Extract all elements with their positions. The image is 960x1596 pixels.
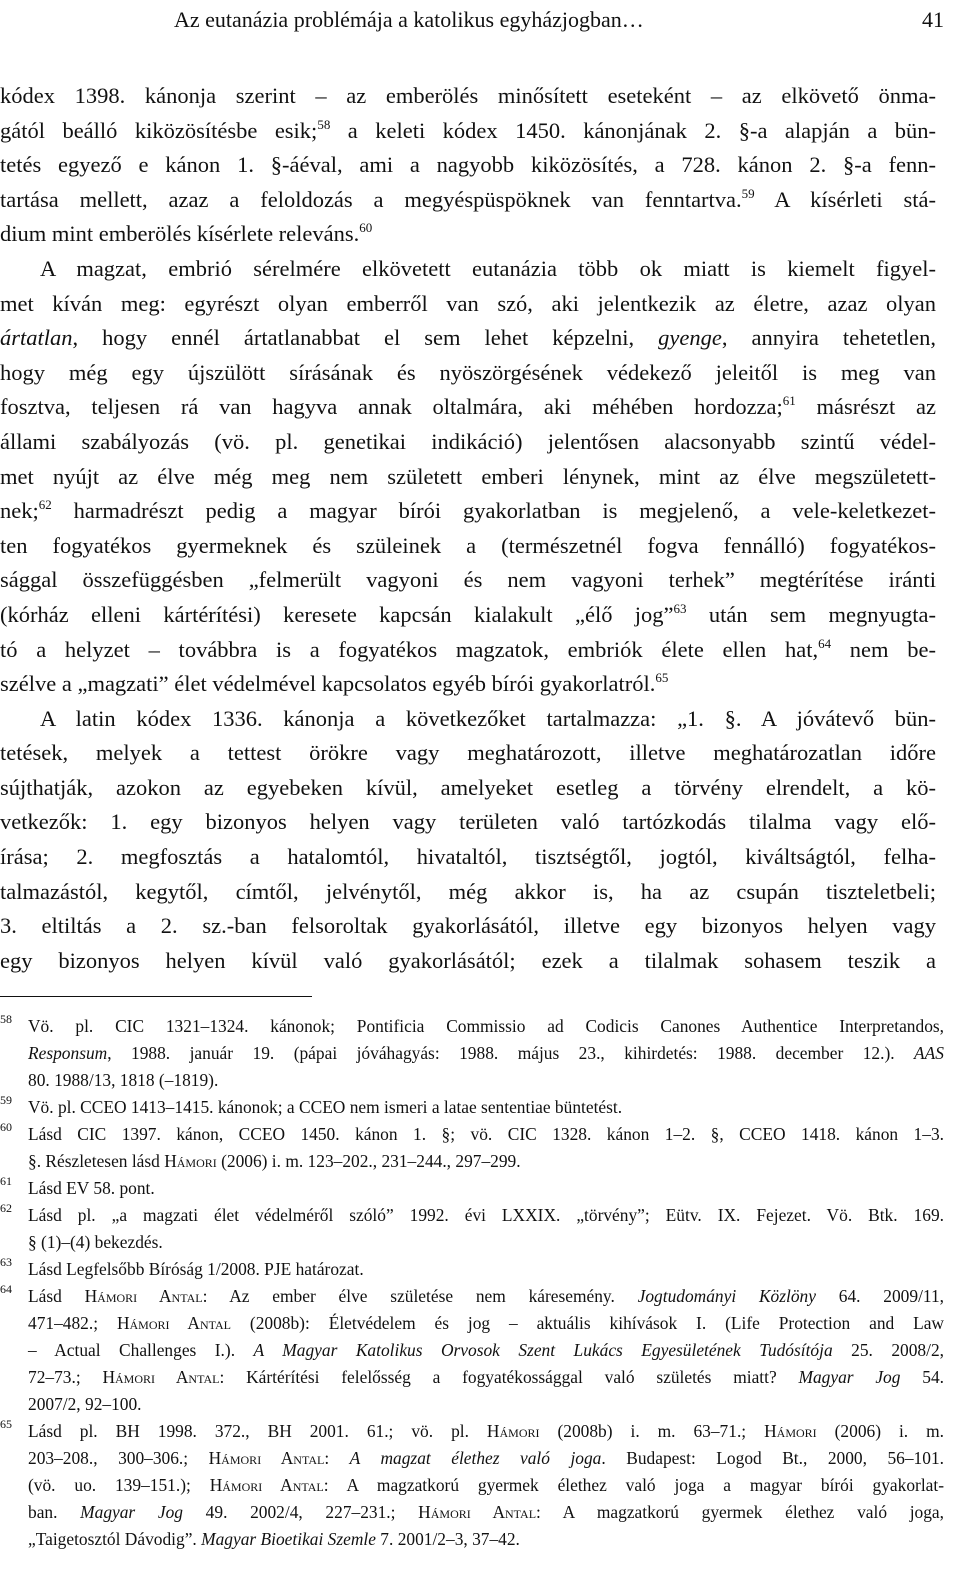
footnote-line xyxy=(28,1283,944,1310)
text-run: a keleti kódex 1450. kánonjának 2. §-a alapján a bün- xyxy=(330,117,937,143)
text-run: : A magzatkorú gyermek élethez való joga, xyxy=(536,1502,944,1522)
text-run: gától beálló kiközösítésbe esik; xyxy=(0,117,318,143)
text-run: után sem megnyugta- xyxy=(686,601,936,627)
text-line xyxy=(0,563,936,598)
text-run: másrészt az xyxy=(795,394,936,420)
text-run: . Budapest: Logod Bt., 2000, 56–101. xyxy=(601,1448,944,1468)
text-line xyxy=(0,633,936,668)
text-run: met nyújt az élve még meg nem született emberi lénynek, mint az élve megszületett- xyxy=(0,463,936,489)
footnote-ref[interactable]: 61 xyxy=(782,393,796,409)
text-line xyxy=(0,667,936,702)
text-run: (vö. uo. 139–151.); xyxy=(28,1475,210,1495)
footnote-line xyxy=(28,1094,944,1121)
text-run: állami szabályozás (vö. pl. genetikai indikáció) jelentősen alacsonyabb szintű védel- xyxy=(0,428,936,454)
footnote-ref[interactable]: 62 xyxy=(38,497,52,513)
author-name: Hámori Antal xyxy=(209,1475,324,1495)
text-line xyxy=(0,183,936,218)
running-head xyxy=(0,4,944,36)
text-run: Lásd pl. „a magzati élet védelméről szóló” 1992. évi LXXIX. „törvény”; Eütv. IX. Fejezet. Vö. Btk. 169. xyxy=(28,1205,944,1225)
author-name: Hámori Antal xyxy=(418,1502,537,1522)
text-line xyxy=(0,460,936,495)
footnote-line xyxy=(28,1148,944,1175)
text-run: dium mint emberölés kísérlete releváns. xyxy=(0,221,360,247)
text-run: 3. eltiltás a 2. sz.-ban felsoroltak gyakorlásától, illetve egy bizonyos helyen vagy xyxy=(0,913,936,939)
italic-title: Magyar Bioetikai Szemle xyxy=(201,1529,376,1549)
text-run: sújthatják, azokon az egyebeken kívül, amelyeket esetleg a törvény elrendelt, a kö- xyxy=(0,774,936,800)
text-run: írása; 2. megfosztás a hatalomtól, hivataltól, tisztségtől, jogtól, kiváltságtól, felha- xyxy=(0,844,936,870)
text-run: tartása mellett, azaz a feloldozás a megyéspüspöknek van fenntartva. xyxy=(0,186,742,212)
author-name: Hámori Antal xyxy=(116,1313,232,1333)
text-line xyxy=(0,494,936,529)
text-run: nek; xyxy=(0,498,39,524)
text-run: vetkezők: 1. egy bizonyos helyen vagy területen való tartózkodás tilalma vagy elő- xyxy=(0,809,936,835)
author-name: Hámori Antal xyxy=(84,1286,203,1306)
footnote-ref[interactable]: 58 xyxy=(317,116,331,132)
footnote-ref[interactable]: 63 xyxy=(673,600,687,616)
footnote-number: 63 xyxy=(0,1255,12,1269)
text-run: (2008b): Életvédelem és jog – aktuális kihívások I. (Life Protection and Law xyxy=(231,1313,944,1333)
text-run: 72–73.; xyxy=(28,1367,103,1387)
footnote-63 xyxy=(0,1256,944,1283)
text-run: Vö. pl. CCEO 1413–1415. kánonok; a CCEO nem ismeri a latae sententiae büntetést. xyxy=(28,1097,623,1117)
text-run: , hogy ennél ártatlanabbat el sem lehet képzelni, xyxy=(72,325,659,351)
footnote-line xyxy=(28,1067,944,1094)
text-line xyxy=(0,114,936,149)
footnote-ref[interactable]: 60 xyxy=(359,220,373,236)
footnote-line xyxy=(28,1175,944,1202)
footnote-line xyxy=(28,1418,944,1445)
italic-title: Jogtudományi Közlöny xyxy=(637,1286,816,1306)
text-run: , 1988. január 19. (pápai jóváhagyás: 1988. május 23., kihirdetés: 1988. december 12.). xyxy=(107,1043,915,1063)
text-run: kódex 1398. kánonja szerint – az emberölés minősített eseteként – az elkövető önma- xyxy=(0,83,936,108)
author-name: Hámori xyxy=(486,1421,540,1441)
text-run: 64. 2009/11, xyxy=(815,1286,944,1306)
text-run: tetések, melyek a tettest örökre vagy meghatározott, illetve meghatározatlan időre xyxy=(0,740,936,766)
text-run: 7. 2001/2–3, 37–42. xyxy=(375,1529,520,1549)
footnote-line xyxy=(28,1310,944,1337)
text-run: 25. 2008/2, xyxy=(832,1340,944,1360)
text-line xyxy=(0,875,936,910)
text-run: 2007/2, 92–100. xyxy=(28,1394,142,1414)
italic-term: ártatlan xyxy=(0,325,73,351)
text-run: Lásd pl. BH 1998. 372., BH 2001. 61.; vö. pl. xyxy=(28,1421,487,1441)
body-text xyxy=(0,79,936,978)
footnote-line xyxy=(28,1526,944,1553)
text-run: : Kártérítési felelősség a fogyatékossággal való születés miatt? xyxy=(219,1367,799,1387)
text-line xyxy=(0,287,936,322)
page-number: 41 xyxy=(922,7,944,32)
text-line xyxy=(0,425,936,460)
text-line xyxy=(0,148,936,183)
text-run: ten fogyatékos gyermeknek és szüleinek a (természetnél fogva fennálló) fogyatékos- xyxy=(0,532,936,558)
footnote-ref[interactable]: 64 xyxy=(818,635,832,651)
text-run: harmadrészt pedig a magyar bírói gyakorlatban is megjelenő, a vele-keletkezet- xyxy=(51,498,936,524)
text-line xyxy=(0,909,936,944)
footnote-line xyxy=(28,1472,944,1499)
footnote-line xyxy=(28,1499,944,1526)
text-run: egy bizonyos helyen kívül való gyakorlásától; ezek a tilalmak sohasem teszik a xyxy=(0,947,936,973)
footnote-line xyxy=(28,1256,944,1283)
footnote-separator xyxy=(0,996,312,997)
italic-title: Magyar Jog xyxy=(798,1367,901,1387)
text-run: fosztva, teljesen rá van hagyva annak oltalmára, aki méhében hordozza; xyxy=(0,394,783,420)
footnote-number: 58 xyxy=(0,1012,12,1026)
text-run: § (1)–(4) bekezdés. xyxy=(28,1232,163,1252)
footnote-line xyxy=(28,1202,944,1229)
text-line xyxy=(0,598,936,633)
text-run: , annyira tehetetlen, xyxy=(721,325,936,351)
footnote-line xyxy=(28,1121,944,1148)
italic-title: Magyar Jog xyxy=(80,1502,183,1522)
footnote-line xyxy=(28,1445,944,1472)
footnote-number: 62 xyxy=(0,1201,12,1215)
text-run: A magzat, embrió sérelmére elkövetett eutanázia több ok miatt is kiemelt figyel- xyxy=(40,255,936,281)
text-run: tetés egyező e kánon 1. §-áéval, ami a nagyobb kiközösítés, a 728. kánon 2. §-a fenn- xyxy=(0,152,936,178)
text-run: talmazástól, kegytől, címtől, jelvénytől, még akkor is, ha az csupán tiszteletbeli; xyxy=(0,878,936,904)
text-run: szélve a „magzati” élet védelmével kapcsolatos egyéb bírói gyakorlatról. xyxy=(0,671,656,697)
text-run: ban. xyxy=(28,1502,81,1522)
footnote-number: 61 xyxy=(0,1174,12,1188)
text-line xyxy=(0,840,936,875)
italic-title: Responsum xyxy=(28,1043,108,1063)
footnote-61 xyxy=(0,1175,944,1202)
footnote-line xyxy=(28,1364,944,1391)
text-run: A kísérleti stá- xyxy=(754,186,937,212)
footnote-64 xyxy=(0,1283,944,1418)
footnote-line xyxy=(28,1229,944,1256)
text-run: : xyxy=(324,1448,350,1468)
footnote-59 xyxy=(0,1094,944,1121)
footnote-number: 64 xyxy=(0,1282,12,1296)
text-line xyxy=(0,217,936,252)
text-run: Lásd Legfelsőbb Bíróság 1/2008. PJE határozat. xyxy=(28,1259,364,1279)
text-line xyxy=(0,805,936,840)
text-run: (2006) i. m. xyxy=(816,1421,944,1441)
text-line xyxy=(0,252,936,287)
running-head-title: Az eutanázia problémája a katolikus egyházjogban… xyxy=(174,7,644,32)
text-run: 49. 2002/4, 227–231.; xyxy=(183,1502,419,1522)
text-run: §. Részletesen lásd xyxy=(28,1151,165,1171)
text-run: (2008b) i. m. 63–71.; xyxy=(539,1421,765,1441)
text-run: 203–208., 300–306.; xyxy=(28,1448,209,1468)
text-run: – Actual Challenges I.). xyxy=(28,1340,254,1360)
author-name: Hámori xyxy=(164,1151,217,1171)
text-line xyxy=(0,390,936,425)
text-run: Lásd xyxy=(28,1286,85,1306)
italic-title: A Magyar Katolikus Orvosok Szent Lukács Egyesületének Tudósítója xyxy=(253,1340,833,1360)
author-name: Hámori Antal xyxy=(102,1367,220,1387)
footnote-60 xyxy=(0,1121,944,1175)
footnote-line xyxy=(28,1337,944,1364)
footnote-line xyxy=(28,1013,944,1040)
text-run: met kíván meg: egyrészt olyan emberről van szó, aki jelentkezik az életre, azaz olyan xyxy=(0,290,936,316)
author-name: Hámori Antal xyxy=(208,1448,325,1468)
italic-title: A magzat élethez való joga xyxy=(349,1448,602,1468)
footnote-line xyxy=(28,1391,944,1418)
text-run: 54. xyxy=(900,1367,944,1387)
italic-title: AAS xyxy=(914,1043,944,1063)
text-line xyxy=(0,702,936,737)
text-run: 471–482.; xyxy=(28,1313,117,1333)
text-run: hogy még egy újszülött sírásának és nyöszörgésének védekező jeleitől is meg van xyxy=(0,359,936,385)
text-line xyxy=(0,356,936,391)
text-line xyxy=(0,321,936,356)
footnote-62 xyxy=(0,1202,944,1256)
footnote-65 xyxy=(0,1418,944,1553)
text-line xyxy=(0,944,936,979)
footnote-ref[interactable]: 65 xyxy=(655,670,669,686)
text-line xyxy=(0,529,936,564)
author-name: Hámori xyxy=(764,1421,817,1441)
text-run: (2006) i. m. 123–202., 231–244., 297–299. xyxy=(216,1151,521,1171)
text-run: sággal összefüggésben „felmerült vagyoni és nem vagyoni terhek” megtérítése iránti xyxy=(0,567,936,593)
text-run: nem be- xyxy=(831,636,936,662)
footnote-line xyxy=(28,1040,944,1067)
footnote-number: 59 xyxy=(0,1093,12,1107)
italic-term: gyenge xyxy=(658,325,722,351)
footnote-number: 65 xyxy=(0,1417,12,1431)
text-line xyxy=(0,79,936,114)
text-run: : A magzatkorú gyermek élethez való joga a magyar bírói gyakorlat- xyxy=(323,1475,945,1495)
text-run: A latin kódex 1336. kánonja a következőket tartalmazza: „1. §. A jóvátevő bün- xyxy=(40,705,936,731)
text-line xyxy=(0,736,936,771)
text-run: Lásd CIC 1397. kánon, CCEO 1450. kánon 1. §; vö. CIC 1328. kánon 1–2. §, CCEO 1418. kánon 1–3. xyxy=(28,1124,944,1144)
footnote-number: 60 xyxy=(0,1120,12,1134)
text-run: Lásd EV 58. pont. xyxy=(28,1178,155,1198)
text-run: : Az ember élve születése nem káresemény. xyxy=(202,1286,638,1306)
text-run: „Taigetosztól Dávodig”. xyxy=(28,1529,202,1549)
footnote-58 xyxy=(0,1013,944,1094)
text-line xyxy=(0,771,936,806)
text-run: (kórház elleni kártérítési) keresete kapcsán kialakult „élő jog” xyxy=(0,601,674,627)
text-run: 80. 1988/13, 1818 (–1819). xyxy=(28,1070,219,1090)
text-run: Vö. pl. CIC 1321–1324. kánonok; Pontificia Commissio ad Codicis Canones Authentice Interpretandos, xyxy=(28,1016,944,1036)
footnote-ref[interactable]: 59 xyxy=(741,185,755,201)
footnotes xyxy=(0,1013,944,1553)
text-run: tó a helyzet – továbbra is a fogyatékos magzatok, embriók élete ellen hat, xyxy=(0,636,819,662)
